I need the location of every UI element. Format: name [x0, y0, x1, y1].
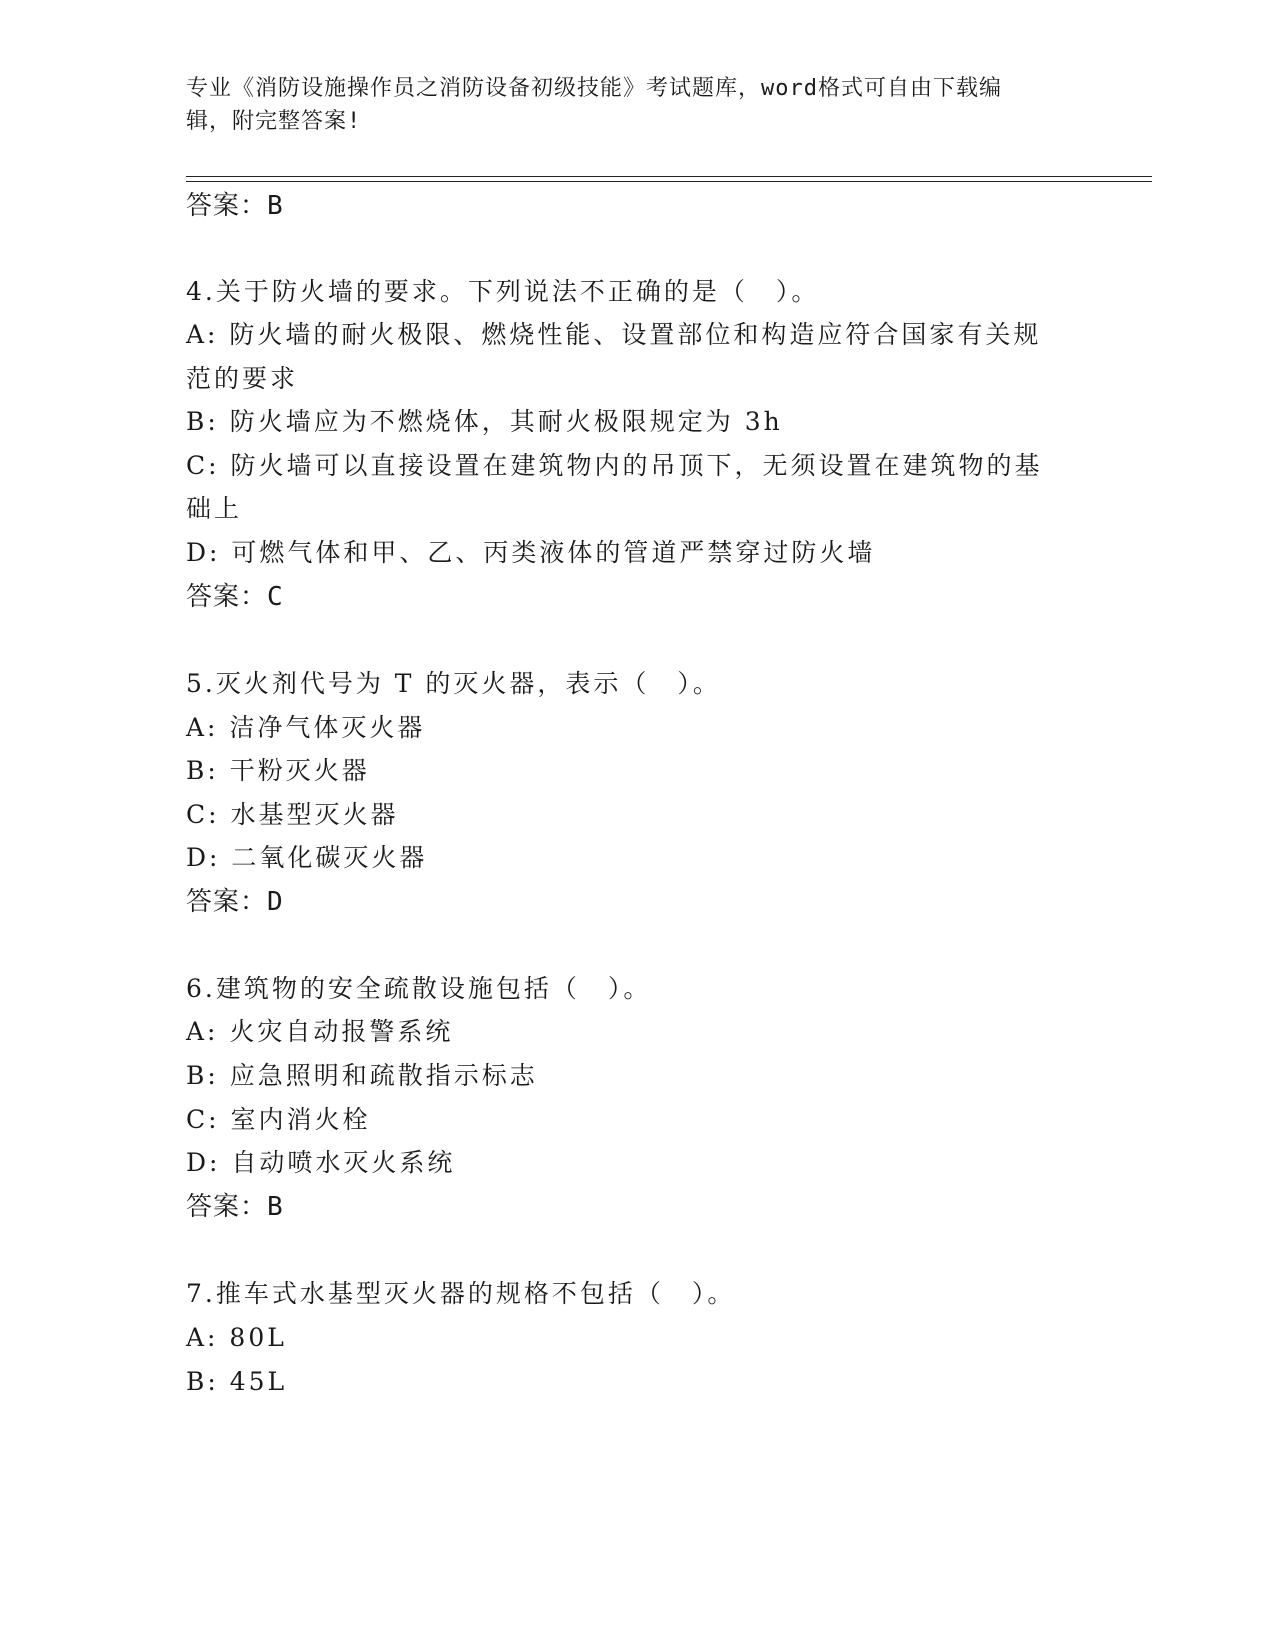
document-header [186, 72, 1066, 138]
question-6-option-b: B: 应急照明和疏散指示标志 [186, 1061, 538, 1090]
question-5-stem: 5.灭火剂代号为 T 的灭火器，表示（ ）。 [186, 669, 721, 698]
question-6-stem: 6.建筑物的安全疏散设施包括（ ）。 [186, 974, 652, 1003]
question-6-option-c: C: 室内消火栓 [186, 1105, 371, 1134]
answer-value: B [267, 1192, 284, 1222]
header-divider-top [186, 176, 1152, 177]
question-7-stem: 7.推车式水基型灭火器的规格不包括（ ）。 [186, 1279, 736, 1308]
question-5-option-d: D: 二氧化碳灭火器 [186, 843, 428, 872]
answer-value: C [267, 582, 284, 612]
question-4-option-b: B: 防火墙应为不燃烧体，其耐火极限规定为 3h [186, 407, 783, 436]
answer-label: 答案： [186, 582, 268, 612]
question-6-answer [186, 1191, 284, 1223]
answer-label: 答案： [186, 887, 268, 917]
question-4-stem: 4.关于防火墙的要求。下列说法不正确的是（ ）。 [186, 277, 820, 306]
question-5-option-a: A: 洁净气体灭火器 [186, 713, 426, 742]
question-4-option-a: A: 防火墙的耐火极限、燃烧性能、设置部位和构造应符合国家有关规 [186, 320, 1042, 349]
question-7-option-a: A: 80L [186, 1323, 287, 1352]
question-5-option-c: C: 水基型灭火器 [186, 800, 399, 829]
answer-value: B [267, 191, 284, 221]
header-divider-bottom [186, 181, 1152, 182]
question-4-option-d: D: 可燃气体和甲、乙、丙类液体的管道严禁穿过防火墙 [186, 538, 876, 567]
header-line-2: 辑，附完整答案! [186, 109, 362, 134]
question-5-option-b: B: 干粉灭火器 [186, 756, 370, 785]
question-4-answer [186, 581, 284, 613]
question-4-option-c-cont: 础上 [186, 494, 243, 523]
answer-value: D [267, 887, 284, 917]
answer-label: 答案： [186, 191, 268, 221]
answer-prev [186, 190, 284, 222]
question-4-option-a-cont: 范的要求 [186, 364, 299, 393]
question-6-option-a: A: 火灾自动报警系统 [186, 1017, 454, 1046]
question-5-answer [186, 886, 284, 918]
question-4-option-c: C: 防火墙可以直接设置在建筑物内的吊顶下，无须设置在建筑物的基 [186, 451, 1043, 480]
question-7-option-b: B: 45L [186, 1367, 288, 1396]
answer-label: 答案： [186, 1192, 268, 1222]
question-6-option-d: D: 自动喷水灭火系统 [186, 1148, 456, 1177]
header-line-1: 专业《消防设施操作员之消防设备初级技能》考试题库，word格式可自由下载编 [186, 76, 1002, 101]
